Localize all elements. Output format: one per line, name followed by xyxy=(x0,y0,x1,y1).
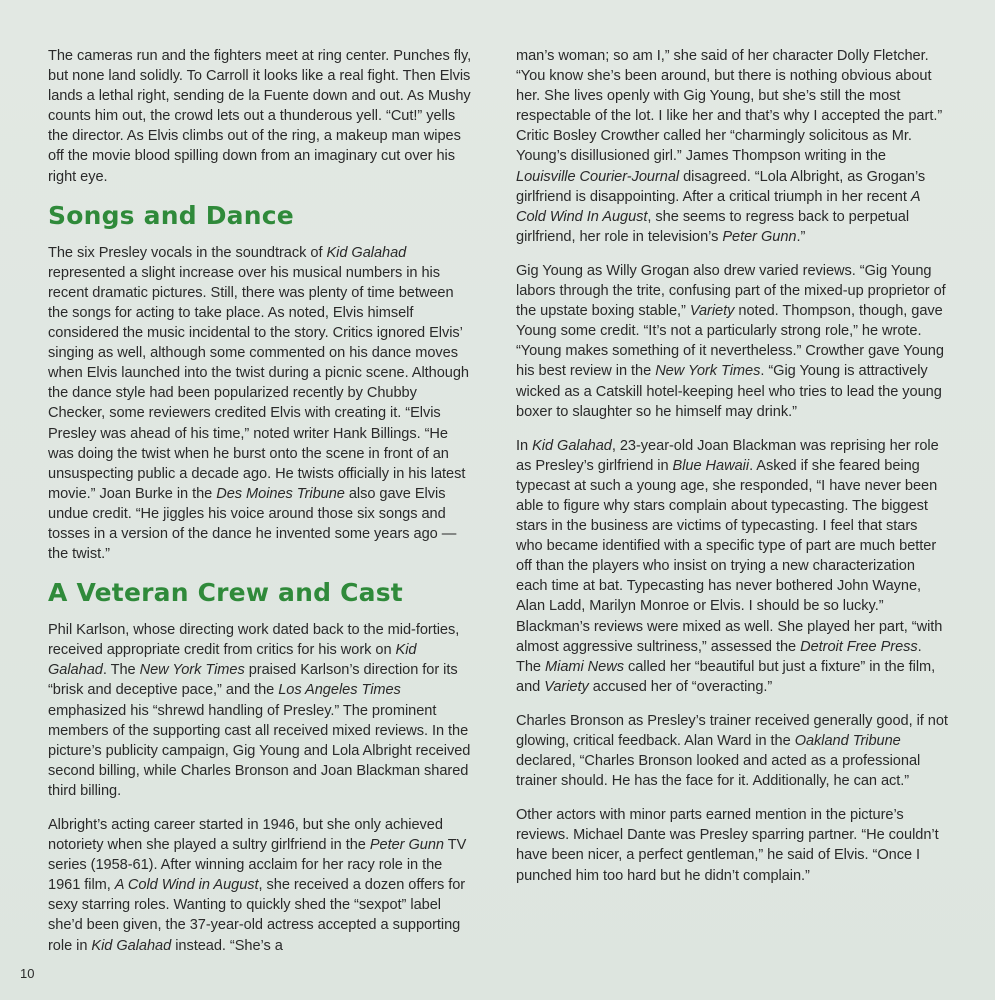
title-italic: Peter Gunn xyxy=(722,228,797,245)
text: , she seems to regress back to perpetual girlfriend, her role in television’s xyxy=(516,208,910,245)
text: Albright’s acting career started in 1946, but she only achieved notoriety when she played a sultry girlfriend in the xyxy=(48,817,443,854)
text: Gig Young as Willy Grogan also drew varied reviews. “Gig Young labors through the trite, confusing part of the mixed-up proprietor of the upstate boxing stable,” xyxy=(516,262,946,320)
left-column xyxy=(48,46,472,970)
text: Charles Bronson as Presley’s trainer received generally good, if not glowing, critical feedback. Alan Ward in the xyxy=(516,712,948,749)
text: declared, “Charles Bronson looked and acted as a professional trainer should. He has the face for it. Additionally, he can act.” xyxy=(516,753,921,790)
title-italic: Los Angeles Times xyxy=(278,682,401,699)
paragraph-joan-blackman xyxy=(516,436,948,697)
paragraph-other-actors xyxy=(516,805,948,885)
text: noted. Thompson, though, gave Young some credit. “It’s not a particularly strong role,” he wrote. “Young makes something of it nevertheless.” Crowther gave Young his best review in the xyxy=(516,303,944,380)
title-italic: Kid Galahad xyxy=(326,244,407,261)
paragraph-fight-scene xyxy=(48,46,472,187)
title-italic: Kid Galahad xyxy=(48,642,417,679)
text: also gave Elvis undue credit. “He jiggles his voice around those six songs and tosses in a version of the dance he invented some years ago — the twist.” xyxy=(48,485,457,563)
text: praised Karlson’s direction for its “brisk and deceptive pace,” and the xyxy=(48,662,458,699)
text: Phil Karlson, whose directing work dated back to the mid-forties, received appropriate credit from critics for his work on xyxy=(48,622,460,659)
title-italic: A Cold Wind in August xyxy=(114,877,259,894)
text: , she received a dozen offers for sexy starring roles. Wanting to quickly shed the “sexpot” label she’d been given, the 37-year-old actress accepted a supporting role in xyxy=(48,877,466,954)
text: disagreed. “Lola Albright, as Grogan’s girlfriend is disappointing. After a critical triumph in her recent xyxy=(516,168,926,205)
text: man’s woman; so am I,” she said of her character Dolly Fletcher. “You know she’s been around, but there is nothing obvious about her. She lives openly with Gig Young, but she’s still the most respectable of the lot. I like her and that’s why I accepted the part.” Critic Bosley Crowther called her “charmingly solicitous as Mr. Young’s disillusioned girl.” James Thompson writing in the xyxy=(516,48,943,165)
title-italic: Oakland Tribune xyxy=(794,733,901,749)
text: represented a slight increase over his musical numbers in his recent dramatic pictures. Still, there was plenty of time between the songs for acting to take place. As noted, Elvis himself considered the music incidental to the story. Critics ignored Elvis’ singing as well, although some commented on his dance moves when Elvis launched into the twist during a picnic scene. Although the dance style had been popularized recently by Chubby Checker, some reviewers credited Elvis with creating it. “Elvis Presley was ahead of his time,” noted writer Hank Billings. “He was doing the twist when he burst onto the scene in front of an unsuspecting public a decade ago. He twists officially in his latest movie.” Joan Burke in the xyxy=(48,264,469,502)
title-italic: Kid Galahad xyxy=(91,937,172,954)
title-italic: Detroit Free Press xyxy=(800,638,918,655)
text: In xyxy=(516,437,533,454)
text: . The xyxy=(102,662,140,679)
text: . “Gig Young is attractively wicked as a Catskill hotel-keeping heel who tries to lead the young boxer to slaughter so he himself may drink.” xyxy=(516,363,942,420)
text: . Asked if she feared being typecast at such a young age, she responded, “I have never been able to figure why stars complain about typecasting. The biggest stars in the business are victims of typecasting. I feel that stars who became identified with a specific type of part are much better off than the players who insist on trying a new characterization each time at bat. Typecasting has never bothered John Wayne, Alan Ladd, Marilyn Monroe or Elvis. I should be so lucky.” Blackman’s reviews were mixed as well. She played her part, “with almost aggressive sultriness,” assessed the xyxy=(516,457,943,655)
text: .” xyxy=(796,228,806,245)
title-italic: New York Times xyxy=(139,662,245,679)
heading-songs-and-dance: Songs and Dance xyxy=(48,200,294,230)
title-italic: Variety xyxy=(544,678,589,695)
text: The six Presley vocals in the soundtrack of xyxy=(48,244,327,261)
text: . The xyxy=(516,638,922,675)
title-italic: Blue Hawaii xyxy=(672,457,750,474)
text: emphasized his “shrewd handling of Presley.” The prominent members of the supporting cast all received mixed reviews. In the picture’s publicity campaign, Gig Young and Lola Albright received second billing, while Charles Bronson and Joan Blackman shared third billing. xyxy=(48,702,471,799)
heading-veteran-crew: A Veteran Crew and Cast xyxy=(48,578,403,608)
page-number: 10 xyxy=(20,966,35,981)
paragraph-bronson xyxy=(516,711,948,791)
text: instead. “She’s a xyxy=(171,937,283,954)
title-italic: Peter Gunn xyxy=(369,837,444,854)
title-italic: Kid Galahad xyxy=(532,437,612,454)
title-italic: Miami News xyxy=(545,658,624,675)
title-italic: A Cold Wind In August xyxy=(516,188,921,225)
title-italic: Louisville Courier-Journal xyxy=(516,168,680,185)
text: accused her of “overacting.” xyxy=(588,678,773,695)
paragraph-albright-continued xyxy=(516,46,948,247)
paragraph-songs xyxy=(48,243,472,565)
text: , 23-year-old Joan Blackman was reprising her role as Presley’s girlfriend in xyxy=(516,437,939,474)
paragraph-albright xyxy=(48,815,472,956)
title-italic: New York Times xyxy=(655,363,761,380)
title-italic: Variety xyxy=(689,303,735,320)
title-italic: Des Moines Tribune xyxy=(216,485,345,502)
paragraph-gig-young xyxy=(516,261,948,422)
text: called her “beautiful but just a fixture” in the film, and xyxy=(516,658,936,695)
right-column xyxy=(516,46,948,900)
text: The cameras run and the fighters meet at ring center. Punches fly, but none land solidly. To Carroll it looks like a real fight. Then Elvis lands a lethal right, sending de la Fuente down and out. As Mushy counts him out, the crowd lets out a thunderous yell. “Cut!” yells the director. As Elvis climbs out of the ring, a makeup man wipes off the movie blood spilling down from an imaginary cut over his right eye. xyxy=(48,48,472,185)
paragraph-karlson xyxy=(48,620,472,801)
text: TV series (1958-61). After winning acclaim for her racy role in the 1961 film, xyxy=(48,837,467,894)
text: Other actors with minor parts earned mention in the picture’s reviews. Michael Dante was Presley sparring partner. “He couldn’t have been nicer, a perfect gentleman,” he said of Elvis. “Once I punched him too hard but he didn’t complain.” xyxy=(516,807,939,884)
